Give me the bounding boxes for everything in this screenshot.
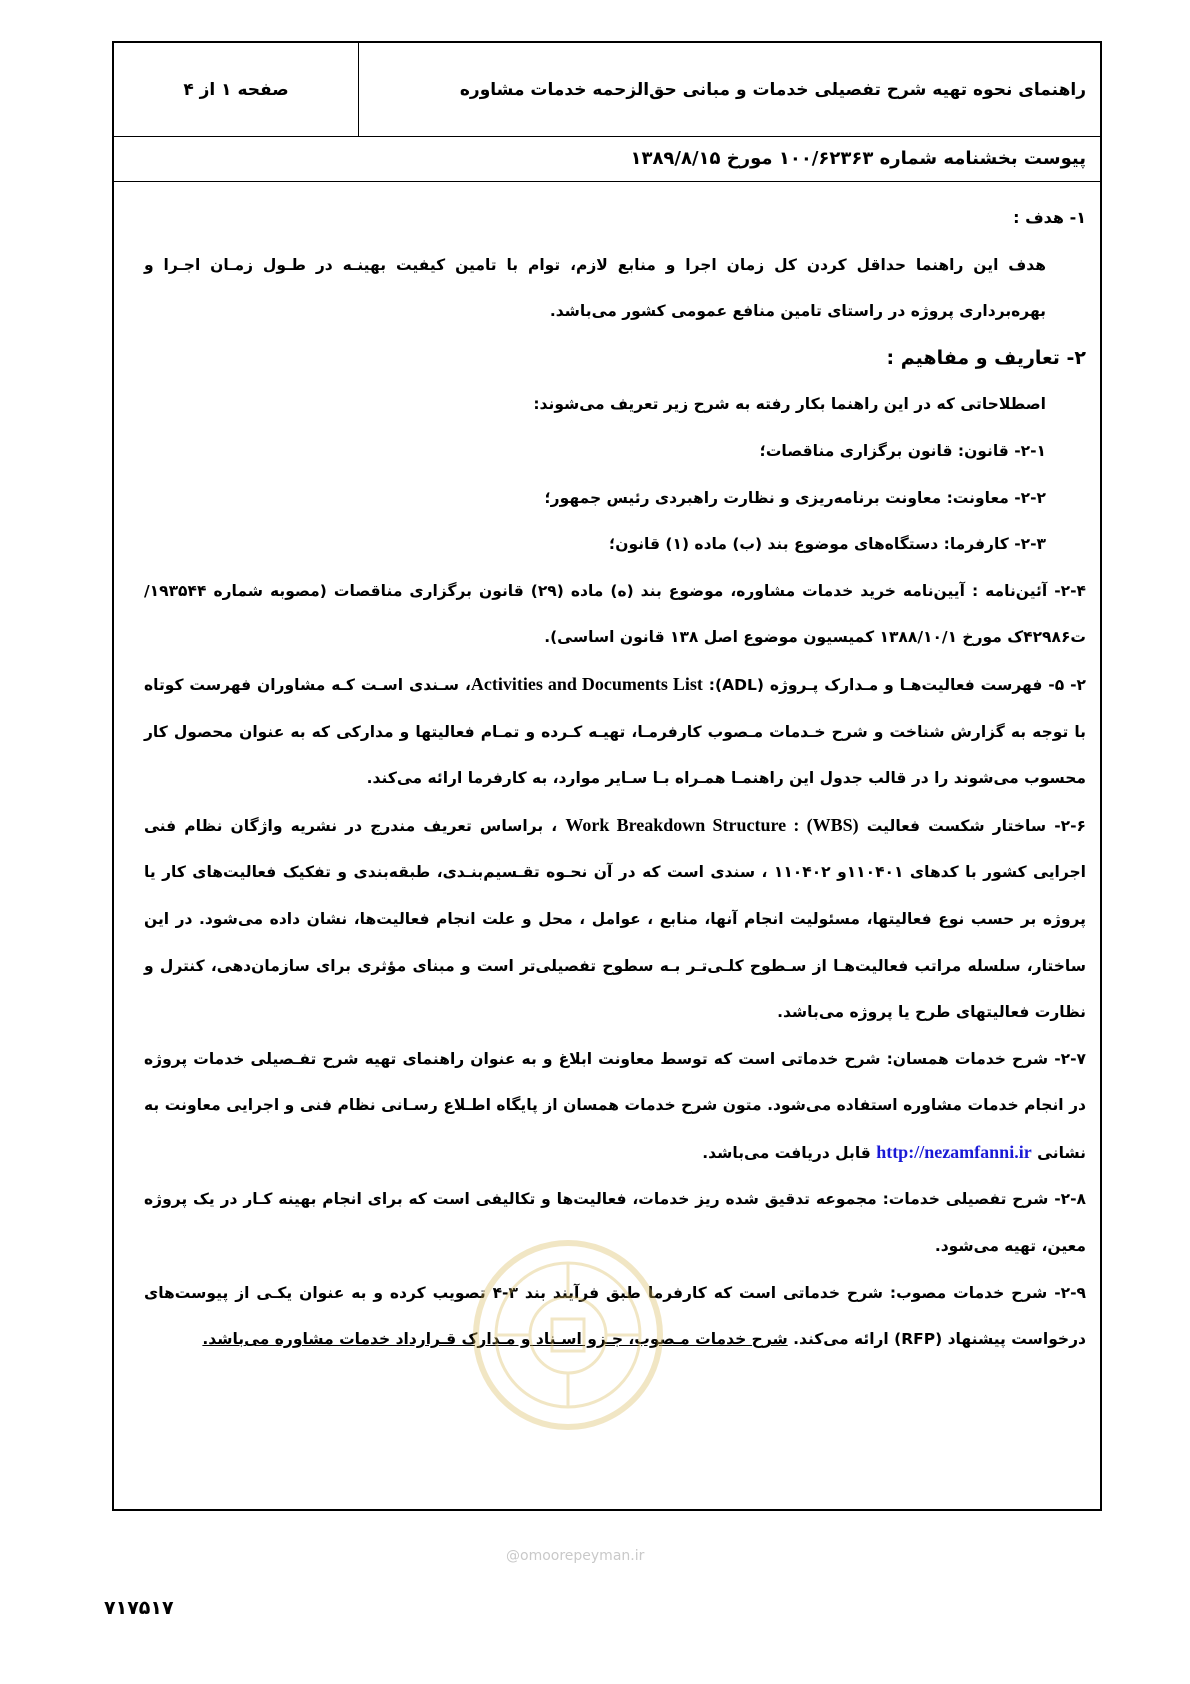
definition-6-lead: ۲-۶- ساختار شکست فعالیت xyxy=(858,816,1086,835)
definition-7-lead: ۲-۷- شرح خدمات همسان: شرح خدماتی است که توسط معاونت ابلاغ و به عنوان راهنمای تهیه شرح تفـصیلی خدمات پروژه در انجام خدمات مشاوره استفاده می‌شود. متون شرح خدمات همسان از پایگاه اطـلاع رسـانی نظام فنی و اجرایی معاونت به نشانی xyxy=(144,1049,1086,1162)
document-body xyxy=(144,195,1086,1363)
annex-line: پیوست بخشنامه شماره ۱۰۰/۶۲۳۶۳ مورخ ۱۳۸۹/۸/۱۵ xyxy=(114,136,1100,182)
document-number: ۷۱۷۵۱۷ xyxy=(104,1597,174,1619)
definition-6-english-term: Work Breakdown Structure : (WBS) xyxy=(565,814,859,835)
definition-2: ۲-۲- معاونت: معاونت برنامه‌ریزی و نظارت راهبردی رئیس جمهور؛ xyxy=(544,488,1046,507)
section-goal-heading: ۱- هدف : xyxy=(1013,208,1086,227)
header-row xyxy=(114,43,1100,137)
definition-5 xyxy=(144,661,1086,802)
definition-5-lead: ۲- ۵- فهرست فعالیت‌هـا و مـدارک پـروژه (ADL): xyxy=(702,675,1086,694)
definition-6 xyxy=(144,802,1086,1036)
definition-7 xyxy=(144,1036,1086,1177)
nezamfanni-link[interactable]: http://nezamfanni.ir xyxy=(876,1141,1032,1162)
document-title: راهنمای نحوه تهیه شرح تفصیلی خدمات و مبانی حق‌الزحمه خدمات مشاوره xyxy=(459,79,1086,100)
definition-6-body: ، براساس تعریف مندرج در نشریه واژگان نظام فنی اجرایی کشور با کدهای ۱۱۰۴۰۱و ۱۱۰۴۰۲ ، سندی است که در آن نحـوه تقـسیم‌بنـدی، طبقه‌بندی و تفکیک فعالیت‌های کار یا پروژه بر حسب نوع فعالیتها، مسئولیت انجام آنها، منابع ، عوامل ، محل و علت انجام فعالیت‌ها، نشان داده می‌شود. در این ساختار، سلسله مراتب فعالیت‌هـا از سـطوح کلـی‌تـر بـه سطوح تفصیلی‌تر است و مبنای مؤثری برای سازمان‌دهی، کنترل و نظارت فعالیتهای طرح یا پروژه می‌باشد. xyxy=(144,816,1086,1022)
definition-8: ۲-۸- شرح تفصیلی خدمات: مجموعه تدقیق شده ریز خدمات، فعالیت‌ها و تکالیفی است که برای انجام بهینه کـار در یک پروژه معین، تهیه می‌شود. xyxy=(144,1190,1086,1256)
section-goal-text: هدف این راهنما حداقل کردن کل زمان اجرا و منابع لازم، توام با تامین کیفیت بهینـه در طـول زمـان اجـرا و بهره‌برداری پروژه در راستای تامین منافع عمومی کشور می‌باشد. xyxy=(144,255,1046,321)
document-frame xyxy=(112,41,1102,1511)
definitions-intro: اصطلاحاتی که در این راهنما بکار رفته به شرح زیر تعریف می‌شوند: xyxy=(533,395,1046,414)
definition-5-english-term: Activities and Documents List xyxy=(470,673,703,694)
definition-7-tail: قابل دریافت می‌باشد. xyxy=(702,1143,877,1162)
page-indicator: صفحه ۱ از ۴ xyxy=(114,43,359,136)
definition-4: ۲-۴- آئین‌نامه : آیین‌نامه خرید خدمات مشاوره، موضوع بند (ه) ماده (۲۹) قانون برگزاری مناقصات (مصوبه شماره ۱۹۳۵۴۴/ت۴۲۹۸۶ک مورخ ۱۳۸۸/۱۰/۱ کمیسیون موضوع اصل ۱۳۸ قانون اساسی). xyxy=(144,581,1086,647)
definition-3: ۲-۳- کارفرما: دستگاه‌های موضوع بند (ب) ماده (۱) قانون؛ xyxy=(609,535,1046,554)
section-definitions-heading: ۲- تعاریف و مفاهیم : xyxy=(886,346,1086,369)
definition-9 xyxy=(144,1270,1086,1363)
definition-9-lead: ۲-۹- شرح خدمات مصوب: شرح خدماتی است که کارفرما طبق فرآیند بند ۳-۴ تصویب کرده و به عنوان یکـی از پیوست‌های درخواست پیشنهاد (RFP) ارائه می‌کند. xyxy=(144,1283,1086,1349)
watermark-text: @omoorepeyman.ir xyxy=(506,1548,645,1564)
definition-5-body: ، سـندی اسـت کـه مشاوران فهرست کوتاه با توجه به گزارش شناخت و شرح خـدمات مـصوب کارفرمـا، تهیـه کـرده و تمـام فعالیتها و مدارکی که به عنوان محصول کار محسوب می‌شوند را در قالب جدول این راهنمـا همـراه بـا سـایر موارد، به کارفرما ارائه می‌کند. xyxy=(144,675,1086,788)
definition-1: ۲-۱- قانون: قانون برگزاری مناقصات؛ xyxy=(759,441,1046,460)
definition-9-underlined-note: شرح خدمات مـصوب، جـزو اسـناد و مـدارک قـرارداد خدمات مشاوره می‌باشد. xyxy=(202,1330,788,1349)
